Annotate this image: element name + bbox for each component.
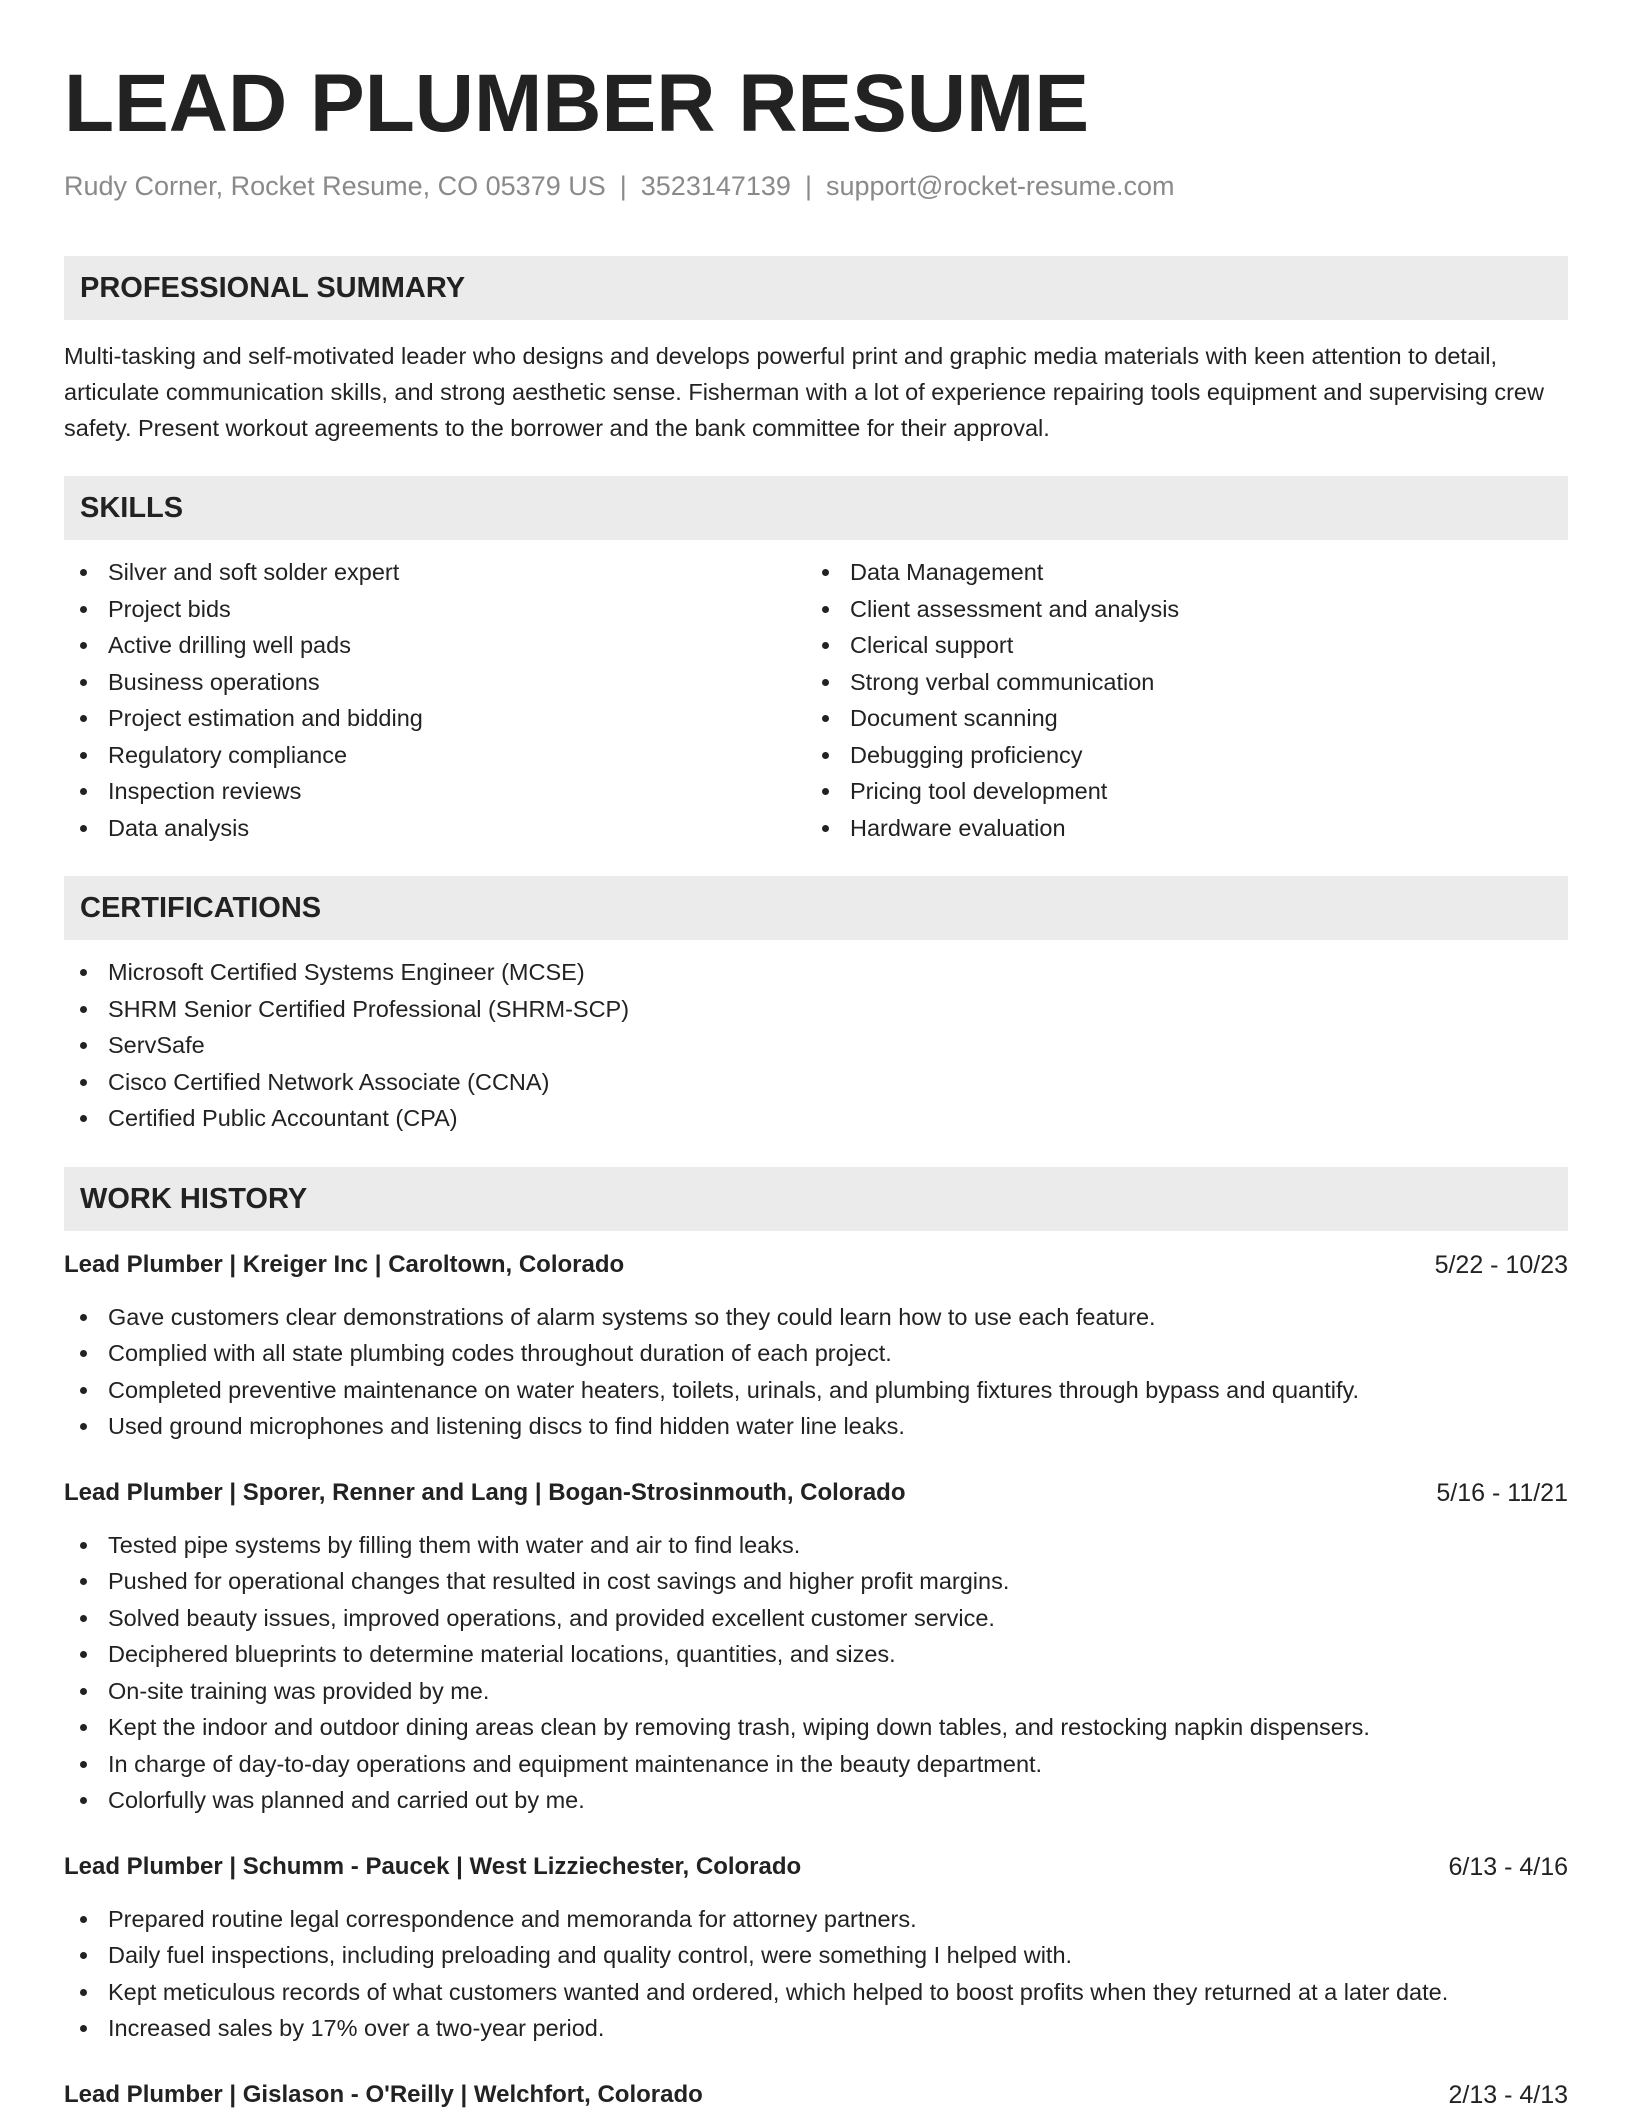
- job-bullet: In charge of day-to-day operations and equipment maintenance in the beauty department.: [64, 1746, 1568, 1783]
- job-title: Lead Plumber | Schumm - Paucek | West Lizziechester, Colorado: [64, 1852, 802, 1880]
- skill-item: Clerical support: [806, 627, 1548, 664]
- skill-item: Strong verbal communication: [806, 664, 1548, 701]
- contact-phone: 3523147139: [640, 171, 791, 201]
- job-bullet: Kept the indoor and outdoor dining areas clean by removing trash, wiping down tables, and restocking napkin dispensers.: [64, 1709, 1568, 1746]
- resume-page: [64, 56, 1568, 2113]
- resume-title: LEAD PLUMBER RESUME: [64, 58, 1090, 149]
- skills-left-column: [64, 554, 806, 846]
- job-title: Lead Plumber | Gislason - O'Reilly | Welchfort, Colorado: [64, 2080, 703, 2108]
- job-header: [64, 2077, 1568, 2113]
- skill-item: Inspection reviews: [64, 773, 806, 810]
- skill-item: Project bids: [64, 591, 806, 628]
- skill-item: Pricing tool development: [806, 773, 1548, 810]
- job-entry: [64, 1849, 1568, 2047]
- job-bullet: Kept meticulous records of what customers wanted and ordered, which helped to boost profits when they returned at a later date.: [64, 1974, 1568, 2011]
- skill-item: Debugging proficiency: [806, 737, 1548, 774]
- job-bullet: Prepared routine legal correspondence and memoranda for attorney partners.: [64, 1901, 1568, 1938]
- job-bullet: Used ground microphones and listening discs to find hidden water line leaks.: [64, 1408, 1568, 1445]
- job-entry: [64, 1475, 1568, 1819]
- job-dates: 6/13 - 4/16: [1448, 1852, 1568, 1881]
- job-bullet: Solved beauty issues, improved operations, and provided excellent customer service.: [64, 1600, 1568, 1637]
- skill-item: Regulatory compliance: [64, 737, 806, 774]
- contact-separator: |: [804, 171, 812, 201]
- work-history-heading: WORK HISTORY: [64, 1167, 1568, 1231]
- skill-item: Data analysis: [64, 810, 806, 847]
- skills-grid: [64, 554, 1568, 846]
- summary-text: Multi-tasking and self-motivated leader who designs and develops powerful print and graphic media materials with keen attention to detail, articulate communication skills, and strong aesthetic sense. Fisherman with a lot of experience repairing tools equipment and supervising crew safety. Present workout agreements to the borrower and the bank committee for their approval.: [64, 343, 1544, 441]
- job-header: [64, 1475, 1568, 1511]
- certifications-heading: CERTIFICATIONS: [64, 876, 1568, 940]
- contact-line: [64, 168, 1568, 204]
- contact-separator: |: [619, 171, 627, 201]
- skill-item: Project estimation and bidding: [64, 700, 806, 737]
- skill-item: Document scanning: [806, 700, 1548, 737]
- skill-item: Business operations: [64, 664, 806, 701]
- skill-item: Silver and soft solder expert: [64, 554, 806, 591]
- skills-heading: SKILLS: [64, 476, 1568, 540]
- skills-right-column: [806, 554, 1548, 846]
- job-bullets: [64, 1299, 1568, 1445]
- certification-item: SHRM Senior Certified Professional (SHRM-SCP): [64, 991, 1568, 1028]
- skill-item: Active drilling well pads: [64, 627, 806, 664]
- job-bullet: On-site training was provided by me.: [64, 1673, 1568, 1710]
- job-dates: 2/13 - 4/13: [1448, 2080, 1568, 2109]
- certification-item: Cisco Certified Network Associate (CCNA): [64, 1064, 1568, 1101]
- job-bullet: Pushed for operational changes that resulted in cost savings and higher profit margins.: [64, 1563, 1568, 1600]
- certification-item: ServSafe: [64, 1027, 1568, 1064]
- job-bullet: Gave customers clear demonstrations of alarm systems so they could learn how to use each feature.: [64, 1299, 1568, 1336]
- job-bullet: Complied with all state plumbing codes throughout duration of each project.: [64, 1335, 1568, 1372]
- certification-item: Microsoft Certified Systems Engineer (MCSE): [64, 954, 1568, 991]
- job-bullet: Completed preventive maintenance on water heaters, toilets, urinals, and plumbing fixtures through bypass and quantify.: [64, 1372, 1568, 1409]
- contact-email: support@rocket-resume.com: [825, 171, 1175, 201]
- job-dates: 5/16 - 11/21: [1436, 1478, 1568, 1507]
- job-bullet: Deciphered blueprints to determine material locations, quantities, and sizes.: [64, 1636, 1568, 1673]
- job-entry: [64, 1247, 1568, 1445]
- summary-heading: PROFESSIONAL SUMMARY: [64, 256, 1568, 320]
- job-bullet: Colorfully was planned and carried out by me.: [64, 1782, 1568, 1819]
- skill-item: Hardware evaluation: [806, 810, 1548, 847]
- job-title: Lead Plumber | Kreiger Inc | Caroltown, Colorado: [64, 1250, 625, 1278]
- job-bullet: Tested pipe systems by filling them with water and air to find leaks.: [64, 1527, 1568, 1564]
- certification-item: Certified Public Accountant (CPA): [64, 1100, 1568, 1137]
- job-entry: [64, 2077, 1568, 2113]
- job-dates: 5/22 - 10/23: [1434, 1250, 1568, 1279]
- contact-address: Rudy Corner, Rocket Resume, CO 05379 US: [64, 171, 606, 201]
- job-title: Lead Plumber | Sporer, Renner and Lang | Bogan-Strosinmouth, Colorado: [64, 1478, 906, 1506]
- job-bullets: [64, 1901, 1568, 2047]
- job-bullet: Increased sales by 17% over a two-year period.: [64, 2010, 1568, 2047]
- job-bullets: [64, 1527, 1568, 1819]
- skill-item: Client assessment and analysis: [806, 591, 1548, 628]
- job-header: [64, 1247, 1568, 1283]
- certifications-list: [64, 954, 1568, 1137]
- skill-item: Data Management: [806, 554, 1548, 591]
- job-bullet: Daily fuel inspections, including preloading and quality control, were something I helped with.: [64, 1937, 1568, 1974]
- job-header: [64, 1849, 1568, 1885]
